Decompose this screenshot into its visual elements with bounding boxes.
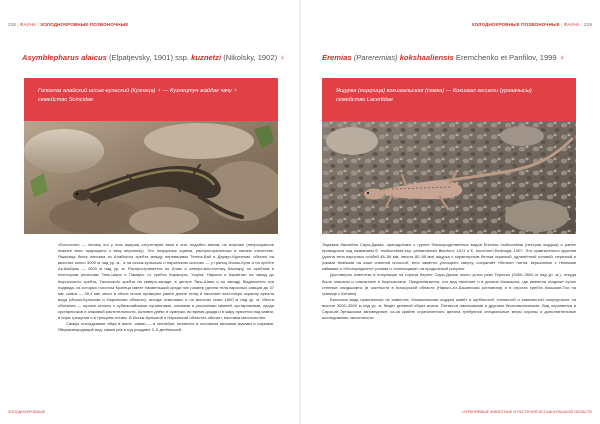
left-common-names: Гологлаз алайский иссык-кульский (Кузнеца) ♀ — Кузнецтун жайдак чачу ♀ [38, 88, 238, 94]
right-subgenus-name: (Pareremias) [353, 53, 398, 62]
left-running-header [8, 22, 128, 27]
left-running-footer: ХОЛОДНОКРОВНЫЕ [8, 410, 46, 414]
right-header-section: ФАУНА [563, 22, 580, 27]
right-body-text [322, 242, 576, 321]
left-page-number: 218 [8, 22, 16, 27]
left-header-section: ФАУНА [20, 22, 37, 27]
left-paragraph: «Бологлаз» — потому что у этих ящериц отсутствуют веки и они, подобно змеям, не моргают (непрозрачное нижнее веко приращено к веку верхнему). Это некрупные сцинки, распространенные в нашем отечестве. Ящерица была описана из Алайского хребта между перевалами Тенгиз-Бай и Дараут-Курганом; обычно на высотах около 3000 м над ур. м., а на иссык-кульском и нарынском склонах — у границ Иссык-Куля и на хребте Ак-Шыйрак — 4000 м над ур. м. Распространяется по Алаю и северо-восточному Кашгару, по хребтам и некоторым регионам Тянь-Шаня и Памира: от хребта Каракоры, Ушуна, Нарына и Караптан на запад до Кыргызского хребта, Таласского хребта на северо-западе, в центре Тянь-Шаня и по западу. Выделяется три подвида, из которых гологлаз Кузнеца имеет наименьший среди них размер (длина тела взрослых самцов до 47 мм, самок — 49,4 мм; хвост в обоих полов примерно равен длине тела) и населяет восточную окраину ареала вида (Иссык-Кульская и Нарынская области), иногда отмечаясь и на высотах ниже 1800 м над ур. м. Места обитания — горные склоны с субальпийскими луговинами, осыпями и россыпями камней, кустарниками, среди кустарничков и злаковой растительности. Активен днём; в сумерки, во время дождя и в жару прячется под камни, в норы грызунов и в трещины почвы. В Иссык-Кульской и Нарынской областях обычен, местами многочислен. [58, 242, 274, 321]
right-running-footer: ОХРАНЯЕМЫЕ ЖИВОТНЫЕ И РАСТЕНИЯ ИССЫК-КУЛЬСКОЙ ОБЛАСТИ [462, 410, 592, 414]
left-species-author: (Elpatjevsky, 1901) ssp. [108, 53, 190, 62]
left-header-chapter: ХОЛОДНОКРОВНЫЕ ПОЗВОНОЧНЫЕ [40, 22, 129, 27]
right-species-name: kokshaaliensis [399, 53, 454, 62]
skink-photo-illustration [24, 121, 278, 234]
lizard-photo-illustration [322, 121, 576, 234]
left-caption-band [24, 78, 278, 121]
left-family-name: семейство Scincidae [38, 97, 94, 103]
right-paragraph: Биология вида практически не известна. Кокшаальская ящурка живёт в щебнистой, глинистой и каменистой полупустыне на высоте 3000–3500 м над ур. м. Ведёт дневной образ жизни. Питается насекомыми и другими беспозвоночными. Вид охраняется в Сарычат-Эрташском заповеднике; из-за крайне ограниченного ареала требуются специальные меры охраны и дополнительные исследования численности. [322, 296, 576, 321]
left-subspecies-author: (Nikolsky, 1902) [223, 53, 278, 62]
right-genus-name: Eremias [322, 53, 352, 62]
left-subspecies-name: kuznetzi [191, 53, 222, 62]
right-header-separator: | [561, 22, 563, 27]
right-caption-band [322, 78, 576, 121]
right-species-title [322, 53, 564, 62]
left-header-separator-2: | [37, 22, 39, 27]
left-species-title [22, 53, 285, 62]
right-running-header [472, 22, 592, 27]
right-status-mark: ♀ [558, 53, 565, 62]
left-skink-photo [24, 121, 278, 234]
right-page-number: 219 [584, 22, 592, 27]
right-paragraph: Эндемик бассейна Сары-Джаза, принадлежит к группе близкородственных видов Eremias multiocellata (пестрая ящурка) и ранее приводился под названием E. multiocellata ssp. yarkandensis Blanford, 1874 и E. buechneri Bedriaga, 1907. Это сравнительно крупная (длина тела взрослых особей 48–56 мм, хвоста 80–95 мм) ящурка с характерным белым окраской, удлинённой головой, нерезкой и узкими тёмными на коже спинной полосой; тело заметно уплощено сверху, сохраняет «белые» пятна, вершинные с тёмными каймами и «беспорядочно» рогами и «ключицами» на продольный рисунок. [322, 242, 576, 272]
left-page [0, 0, 299, 424]
left-status-mark: ♀ [279, 53, 285, 62]
right-species-author: Eremchenko et Panfilov, 1999 [455, 53, 557, 62]
left-paragraph: Самцы откладывают яйца в июле, самки — в сентябре; питаются в основном мелкими жуками и пауками. Яйцеживородящий вид; самки раз в год рождают 2–5 детёнышей. [58, 321, 274, 333]
left-body-text [58, 242, 274, 333]
right-paragraph: Достоверно известны в популяции на горном береге Сары-Джаза около устья реки Теректы (3400–3500 м над ур. м.), откуда были описаны и описанные в Кыргызстане. Предполагается, что вид населяет и в долине Кокшаала, где имеются сходные сухие степные ландшафты (в частности в Кочкорской области (Нарын–Ат-Башинская котловина) и в отрогах хребта Кокшаал-Тоо на границе с Китаем). [322, 272, 576, 296]
left-header-separator: | [17, 22, 19, 27]
right-common-names: Ящурка (ящерица) кокшаальская (самка) — Кокшаал кесиеги (ургаачысы) [336, 88, 532, 94]
right-header-chapter: ХОЛОДНОКРОВНЫЕ ПОЗВОНОЧНЫЕ [471, 22, 560, 27]
right-lizard-photo [322, 121, 576, 234]
right-family-name: семейство Lacertidae [336, 97, 393, 103]
right-page [301, 0, 600, 424]
right-header-separator-2: | [581, 22, 583, 27]
left-species-name: Asymblepharus alaicus [22, 53, 107, 62]
